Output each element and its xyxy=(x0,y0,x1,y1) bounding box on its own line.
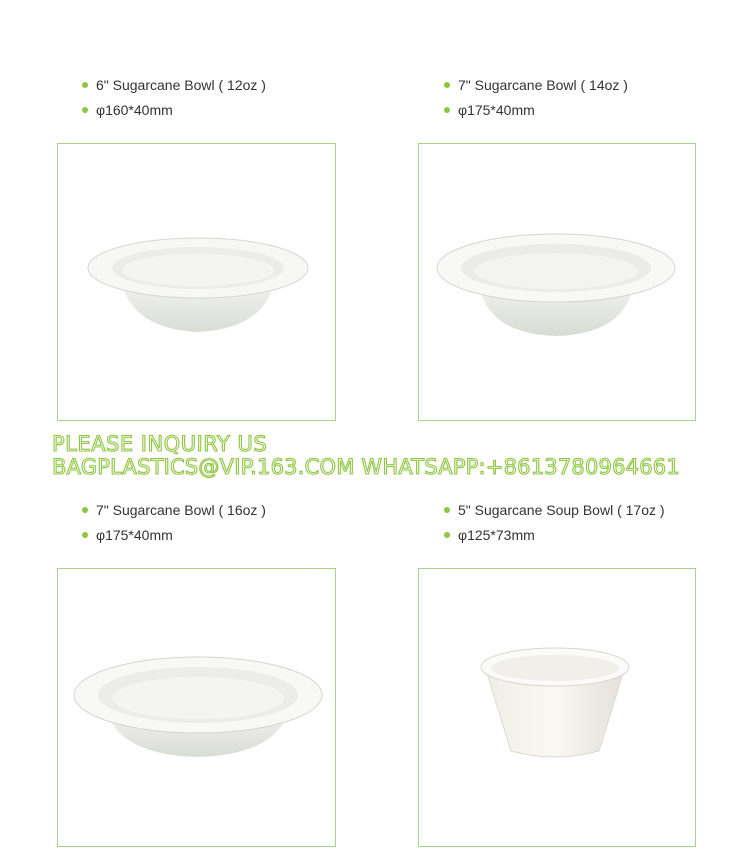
product-2-size: φ175*40mm xyxy=(458,102,535,118)
bullet-icon xyxy=(444,507,450,513)
product-2-name: 7" Sugarcane Bowl ( 14oz ) xyxy=(458,77,628,93)
product-3-size: φ175*40mm xyxy=(96,527,173,543)
product-1-spec xyxy=(82,77,266,127)
product-4-name: 5" Sugarcane Soup Bowl ( 17oz ) xyxy=(458,502,665,518)
product-4-size: φ125*73mm xyxy=(458,527,535,543)
product-3-image-frame xyxy=(57,568,336,847)
product-4-image-frame xyxy=(418,568,696,847)
bullet-icon xyxy=(444,82,450,88)
bullet-icon xyxy=(82,107,88,113)
bowl-flat-wide-photo xyxy=(419,144,695,420)
product-3-spec xyxy=(82,502,266,552)
bullet-icon xyxy=(82,82,88,88)
soup-bowl-photo xyxy=(419,569,695,846)
product-2-spec xyxy=(444,77,628,127)
product-3-name: 7" Sugarcane Bowl ( 16oz ) xyxy=(96,502,266,518)
bullet-icon xyxy=(444,532,450,538)
product-1-name: 6" Sugarcane Bowl ( 12oz ) xyxy=(96,77,266,93)
bullet-icon xyxy=(444,107,450,113)
bowl-flat-angled-photo xyxy=(58,569,335,846)
bullet-icon xyxy=(82,532,88,538)
product-1-size: φ160*40mm xyxy=(96,102,173,118)
bullet-icon xyxy=(82,507,88,513)
product-1-image-frame xyxy=(57,143,336,421)
watermark-inquiry: PLEASE INQUIRY US xyxy=(52,432,268,456)
watermark-contact: BAGPLASTICS@VIP.163.COM WHATSAPP:+8613780964661 xyxy=(52,455,680,479)
product-2-image-frame xyxy=(418,143,696,421)
product-4-spec xyxy=(444,502,665,552)
bowl-flat-small-photo xyxy=(58,144,335,420)
